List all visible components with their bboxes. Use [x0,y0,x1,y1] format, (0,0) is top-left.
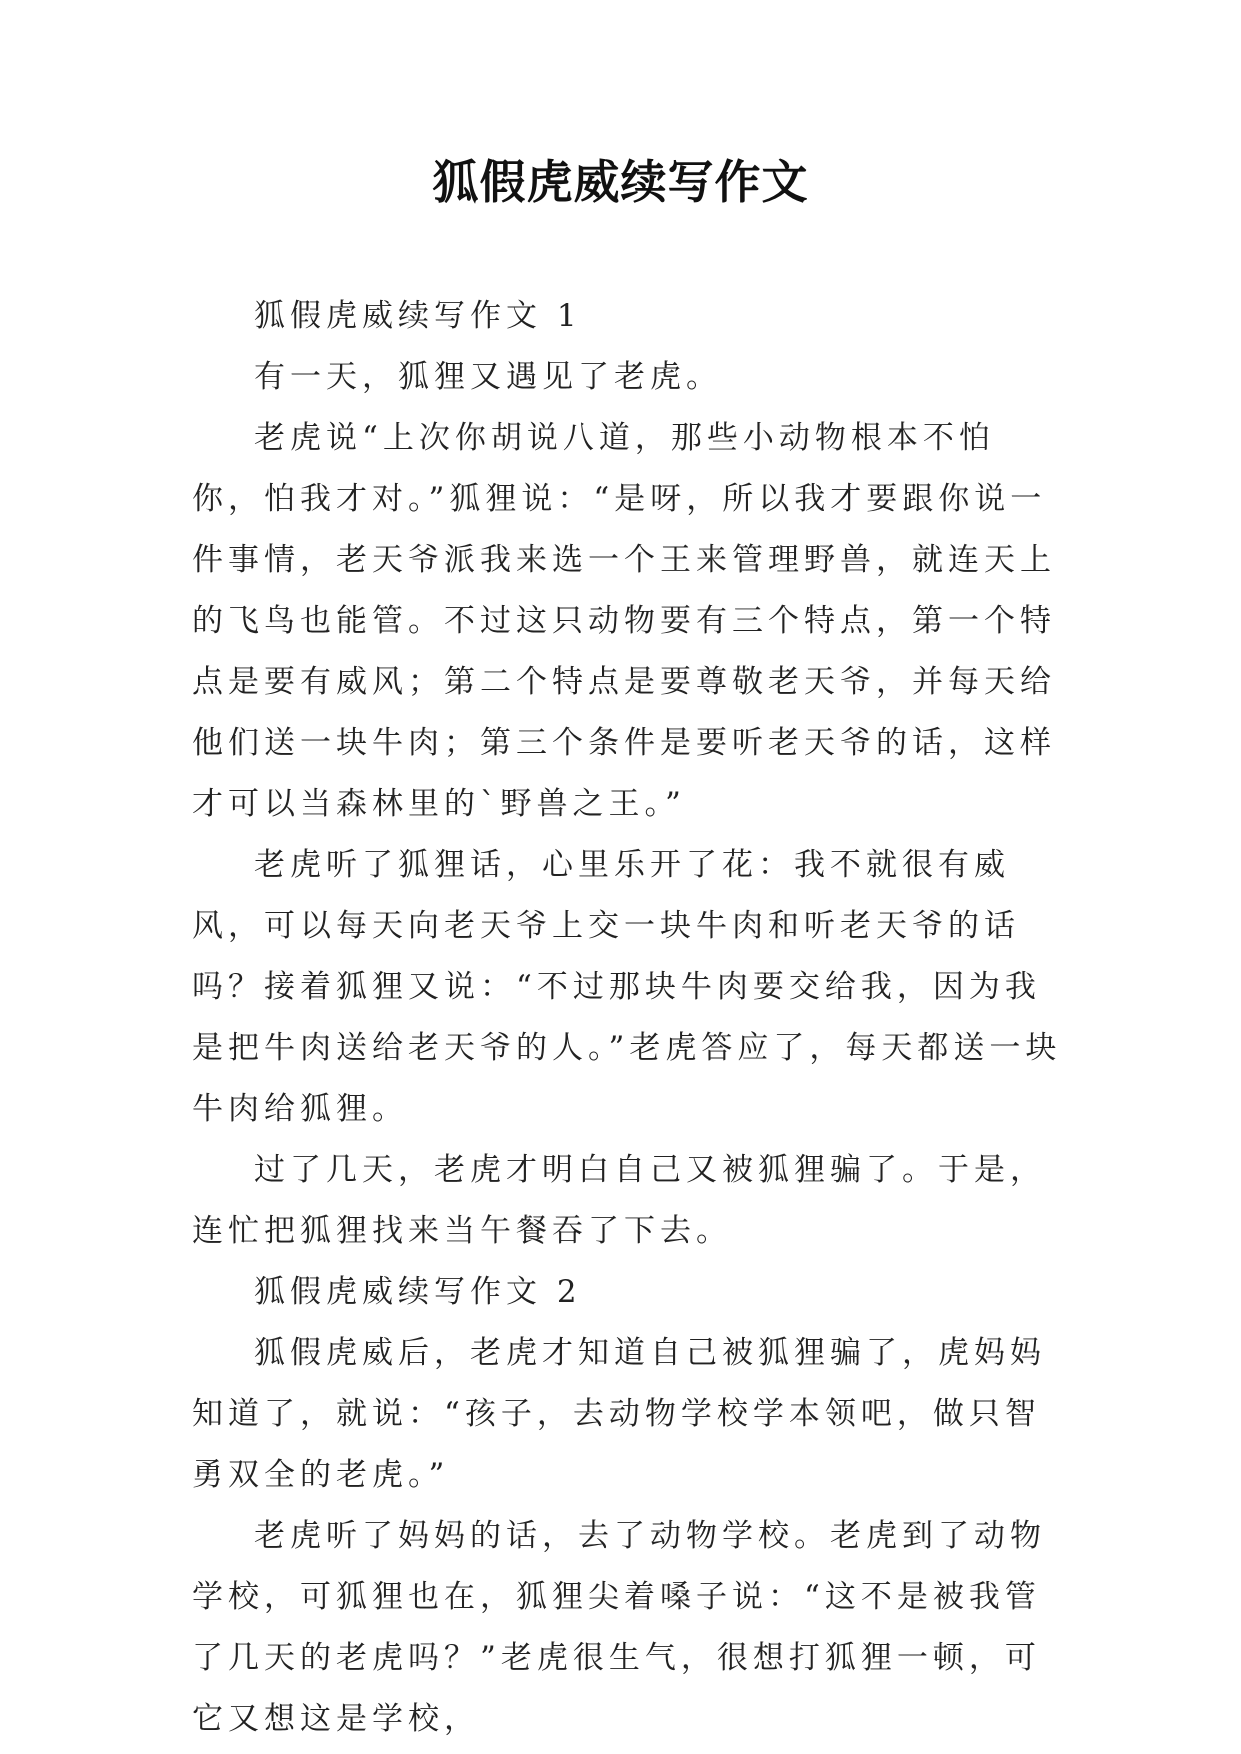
section-heading-2: 狐假虎威续写作文 2 [254,1274,582,1310]
paragraph: 过了几天，老虎才明白自己又被狐狸骗了。于是，连忙把狐狸找来当午餐吞了下去。 [192,1152,1046,1249]
section-heading-1: 狐假虎威续写作文 1 [254,298,582,334]
document-body [192,286,1064,1750]
paragraph: 老虎听了妈妈的话，去了动物学校。老虎到了动物学校，可狐狸也在，狐狸尖着嗓子说：“这不是被我管了几天的老虎吗？”老虎很生气，很想打狐狸一顿，可它又想这是学校， [192,1518,1046,1737]
paragraph: 老虎听了狐狸话，心里乐开了花：我不就很有威风，可以每天向老天爷上交一块牛肉和听老天爷的话吗？接着狐狸又说：“不过那块牛肉要交给我，因为我是把牛肉送给老天爷的人。”老虎答应了，每天都送一块牛肉给狐狸。 [192,847,1062,1127]
paragraph: 狐假虎威后，老虎才知道自己被狐狸骗了，虎妈妈知道了，就说：“孩子，去动物学校学本领吧，做只智勇双全的老虎。” [192,1335,1046,1493]
paragraph: 有一天，狐狸又遇见了老虎。 [254,359,722,395]
paragraph: 老虎说“上次你胡说八道，那些小动物根本不怕你，怕我才对。”狐狸说：“是呀，所以我才要跟你说一件事情，老天爷派我来选一个王来管理野兽，就连天上的飞鸟也能管。不过这只动物要有三个特点，第一个特点是要有威风；第二个特点是要尊敬老天爷，并每天给他们送一块牛肉；第三个条件是要听老天爷的话，这样才可以当森林里的`野兽之王。” [192,420,1056,822]
document-title: 狐假虎威续写作文 [432,155,809,209]
